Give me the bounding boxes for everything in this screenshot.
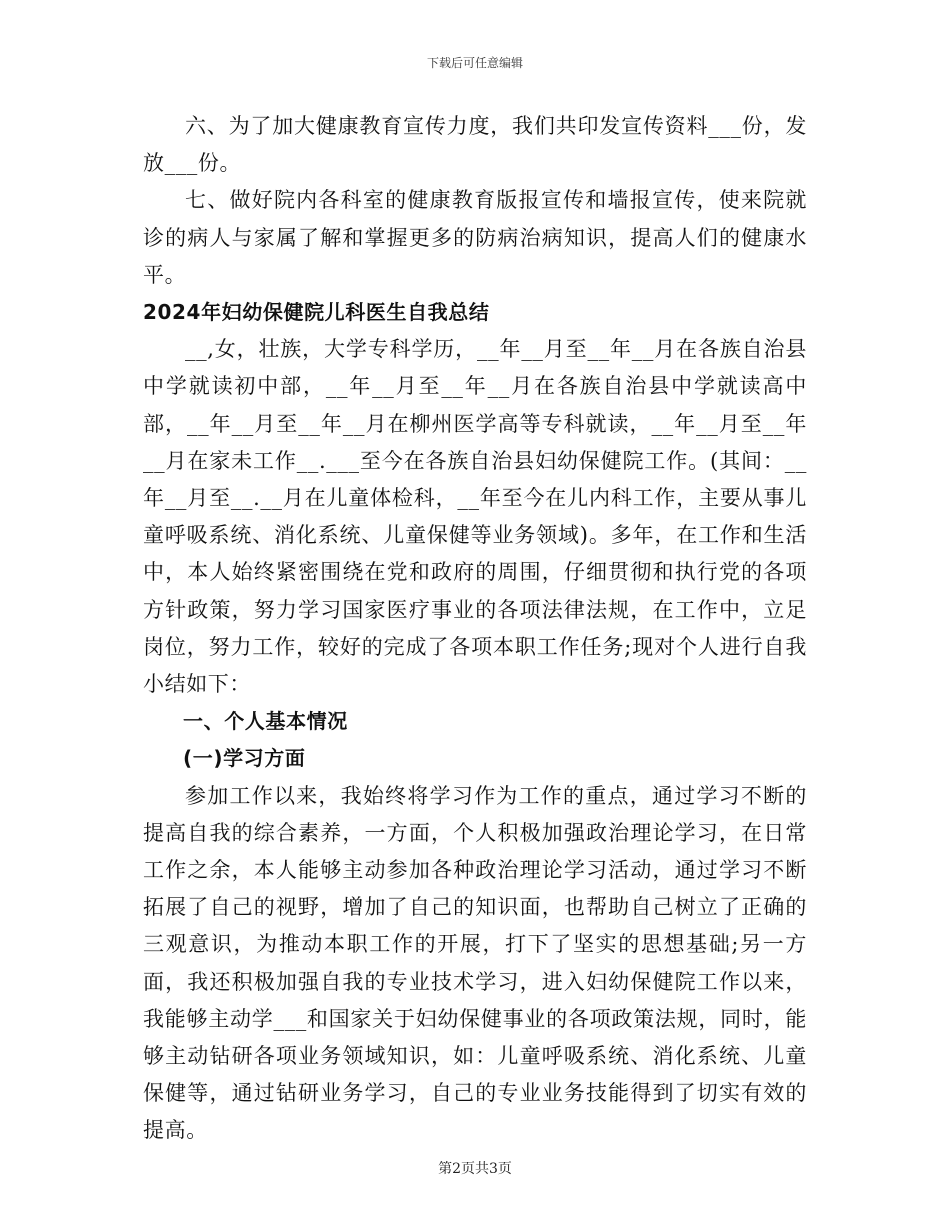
intro-paragraph: __,女，壮族，大学专科学历，__年__月至__年__月在各族自治县中学就读初中部，__年__月至__年__月在各族自治县中学就读高中部，__年__月至__年__月在柳州医学高等专科就读，__年__月至__年__月在家未工作__.___至今在各族自治县妇幼保健院工作。(其间：__年__月至__.__月在儿童体检科，__年至今在儿内科工作，主要从事儿童呼吸系统、消化系统、儿童保健等业务领域)。多年，在工作和生活中，本人始终紧密围绕在党和政府的周围，仔细贯彻和执行党的各项方针政策，努力学习国家医疗事业的各项法律法规，在工作中，立足岗位，努力工作，较好的完成了各项本职工作任务;现对个人进行自我小结如下： xyxy=(143,337,807,697)
page-header: 下载后可任意编辑 xyxy=(426,56,523,70)
paragraph-item-6: 六、为了加大健康教育宣传力度，我们共印发宣传资料___份，发放___份。 xyxy=(143,114,807,176)
document-title: 2024年妇幼保健院儿科医生自我总结 xyxy=(143,300,490,325)
document-body xyxy=(143,108,807,1150)
subsection-heading: (一)学习方面 xyxy=(183,746,306,771)
study-paragraph: 参加工作以来，我始终将学习作为工作的重点，通过学习不断的提高自我的综合素养，一方面，个人积极加强政治理论学习，在日常工作之余，本人能够主动参加各种政治理论学习活动，通过学习不断拓展了自己的视野，增加了自己的知识面，也帮助自己树立了正确的三观意识，为推动本职工作的开展，打下了坚实的思想基础;另一方面，我还积极加强自我的专业技术学习，进入妇幼保健院工作以来，我能够主动学___和国家关于妇幼保健事业的各项政策法规，同时，能够主动钻研各项业务领域知识，如：儿童呼吸系统、消化系统、儿童保健等，通过钻研业务学习，自己的专业业务技能得到了切实有效的提高。 xyxy=(143,783,807,1143)
paragraph-item-7: 七、做好院内各科室的健康教育版报宣传和墙报宣传，使来院就诊的病人与家属了解和掌握更多的防病治病知识，提高人们的健康水平。 xyxy=(143,188,807,287)
page-footer: 第2页共3页 xyxy=(438,1161,512,1177)
section-heading: 一、个人基本情况 xyxy=(183,709,348,734)
